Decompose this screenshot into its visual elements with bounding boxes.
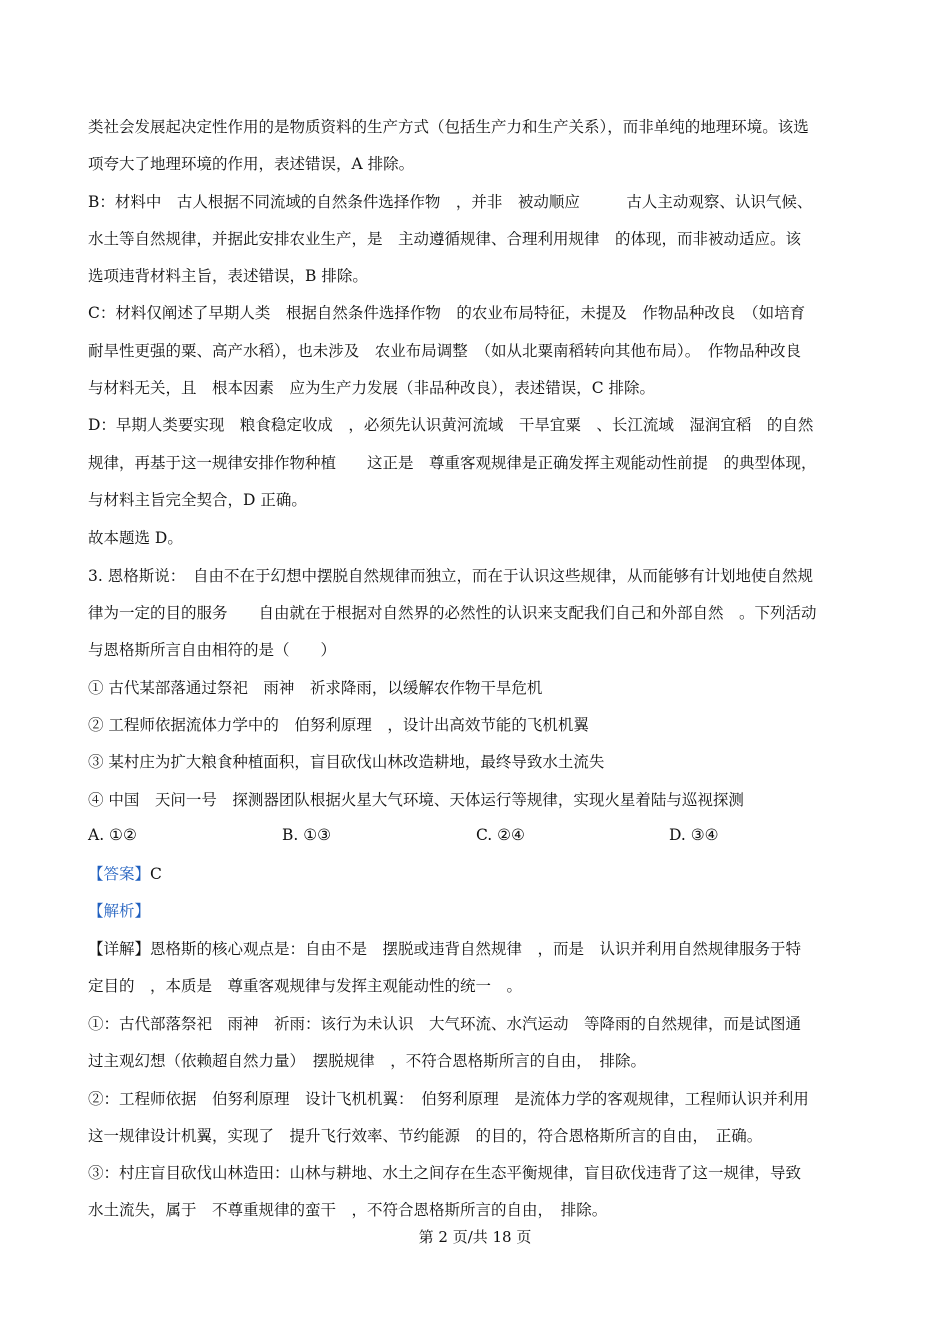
text-line: 耐旱性更强的粟、高产水稻），也未涉及 农业布局调整 （如从北粟南稻转向其他布局）。 作物品种改良 bbox=[88, 342, 802, 360]
detail-line: ③：村庄盲目砍伐山林造田：山林与耕地、水土之间存在生态平衡规律，盲目砍伐违背了这一规律，导致 bbox=[88, 1164, 802, 1182]
detail-line: 这一规律设计机翼，实现了 提升飞行效率、节约能源 的目的，符合恩格斯所言的自由， 正确。 bbox=[88, 1127, 763, 1145]
text-line: 项夸大了地理环境的作用，表述错误，A 排除。 bbox=[88, 155, 415, 173]
detail-line: 过主观幻想（依赖超自然力量） 摆脱规律 ，不符合恩格斯所言的自由， 排除。 bbox=[88, 1052, 647, 1070]
text-line: 选项违背材料主旨，表述错误，B 排除。 bbox=[88, 267, 368, 285]
statement-2: ② 工程师依据流体力学中的 伯努利原理 ，设计出高效节能的飞机机翼 bbox=[88, 716, 589, 734]
statement-4: ④ 中国 天问一号 探测器团队根据火星大气环境、天体运行等规律，实现火星着陆与巡视探测 bbox=[88, 791, 744, 809]
statement-3: ③ 某村庄为扩大粮食种植面积，盲目砍伐山林改造耕地，最终导致水土流失 bbox=[88, 753, 605, 771]
option-a: A. ①② bbox=[88, 826, 137, 844]
answer-options bbox=[88, 826, 868, 848]
option-b-analysis: B：材料中 古人根据不同流域的自然条件选择作物 ，并非 被动顺应 古人主动观察、认识气候、 bbox=[88, 193, 813, 211]
option-c: C. ②④ bbox=[476, 826, 525, 844]
question-3-stem: 3. 恩格斯说： 自由不在于幻想中摆脱自然规律而独立，而在于认识这些规律，从而能够有计划地使自然规 bbox=[88, 567, 813, 585]
detail-line: ②：工程师依据 伯努利原理 设计飞机机翼： 伯努利原理 是流体力学的客观规律，工程师认识并利用 bbox=[88, 1090, 809, 1108]
text-line: 类社会发展起决定性作用的是物质资料的生产方式（包括生产力和生产关系），而非单纯的地理环境。该选 bbox=[88, 118, 809, 136]
detail-line: ①：古代部落祭祀 雨神 祈雨：该行为未认识 大气环流、水汽运动 等降雨的自然规律，而是试图通 bbox=[88, 1015, 802, 1033]
answer-line bbox=[88, 863, 868, 885]
text-line: 律为一定的目的服务 自由就在于根据对自然界的必然性的认识来支配我们自己和外部自然 。下列活动 bbox=[88, 604, 817, 622]
analysis-tag: 【解析】 bbox=[88, 902, 151, 920]
answer-value: C bbox=[150, 865, 162, 883]
conclusion-line: 故本题选 D。 bbox=[88, 529, 183, 547]
answer-tag: 【答案】 bbox=[88, 865, 151, 883]
text-line: 水土等自然规律，并据此安排农业生产，是 主动遵循规律、合理利用规律 的体现，而非被动适应。该 bbox=[88, 230, 802, 248]
statement-1: ① 古代某部落通过祭祀 雨神 祈求降雨，以缓解农作物干旱危机 bbox=[88, 679, 543, 697]
option-c-analysis: C：材料仅阐述了早期人类 根据自然条件选择作物 的农业布局特征，未提及 作物品种改良 （如培育 bbox=[88, 304, 806, 322]
option-b: B. ①③ bbox=[282, 826, 332, 844]
analysis-line bbox=[88, 900, 868, 922]
option-d: D. ③④ bbox=[669, 826, 719, 844]
detail-line: 水土流失，属于 不尊重规律的蛮干 ，不符合恩格斯所言的自由， 排除。 bbox=[88, 1201, 608, 1219]
option-d-analysis: D：早期人类要实现 粮食稳定收成 ，必须先认识黄河流域 干旱宜粟 、长江流域 湿润宜稻 的自然 bbox=[88, 416, 814, 434]
detail-line: 【详解】恩格斯的核心观点是：自由不是 摆脱或违背自然规律 ，而是 认识并利用自然规律服务于特 bbox=[88, 940, 802, 958]
text-line: 规律，再基于这一规律安排作物种植 这正是 尊重客观规律是正确发挥主观能动性前提 的典型体现， bbox=[88, 454, 817, 472]
detail-line: 定目的 ，本质是 尊重客观规律与发挥主观能动性的统一 。 bbox=[88, 977, 523, 995]
text-line: 与材料无关，且 根本因素 应为生产力发展（非品种改良），表述错误，C 排除。 bbox=[88, 379, 656, 397]
text-line: 与材料主旨完全契合，D 正确。 bbox=[88, 491, 307, 509]
text-line: 与恩格斯所言自由相符的是（ ） bbox=[88, 641, 337, 659]
page-number-footer: 第 2 页/共 18 页 bbox=[418, 1228, 532, 1246]
